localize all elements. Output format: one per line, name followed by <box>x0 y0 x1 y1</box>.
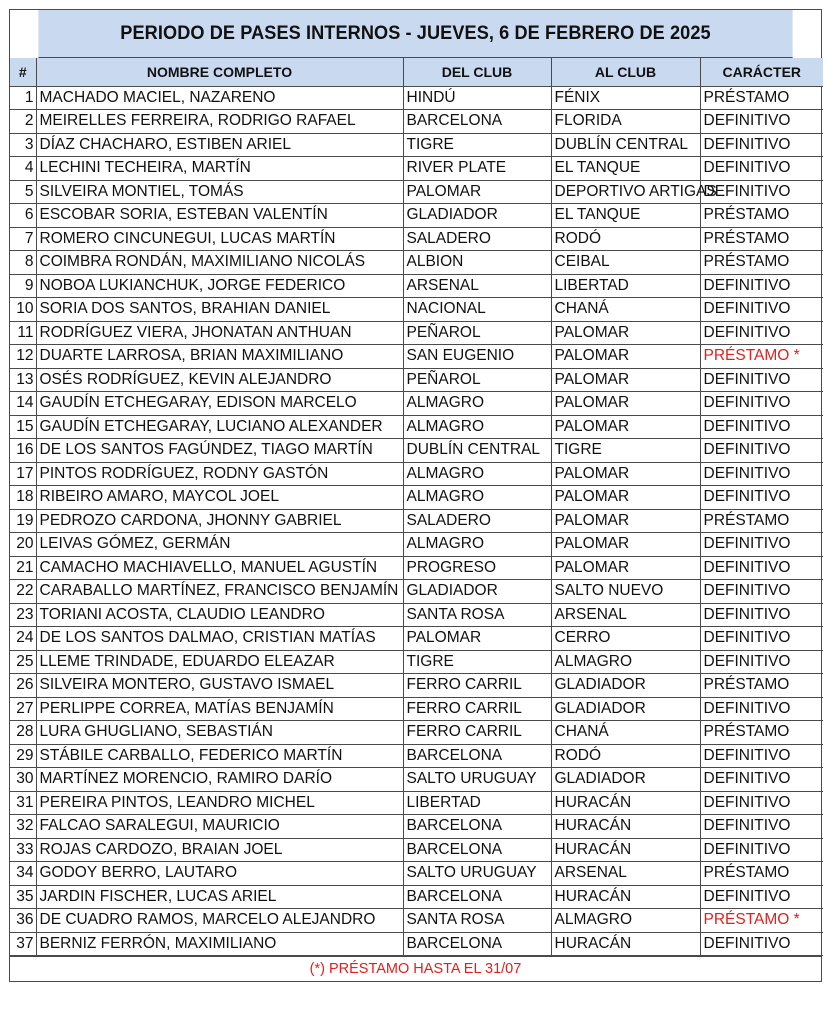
table-row <box>10 321 823 345</box>
table-row <box>10 509 823 533</box>
cell-from-club: ALMAGRO <box>403 415 551 439</box>
footnote: (*) PRÉSTAMO HASTA EL 31/07 <box>10 956 821 981</box>
cell-type: PRÉSTAMO * <box>700 345 823 369</box>
cell-name: LECHINI TECHEIRA, MARTÍN <box>36 157 403 181</box>
cell-name: ROJAS CARDOZO, BRAIAN JOEL <box>36 838 403 862</box>
cell-number: 31 <box>10 791 36 815</box>
cell-type: DEFINITIVO <box>700 838 823 862</box>
table-row <box>10 791 823 815</box>
cell-to-club: ARSENAL <box>551 862 700 886</box>
cell-type: PRÉSTAMO <box>700 509 823 533</box>
cell-type: DEFINITIVO <box>700 110 823 134</box>
cell-to-club: PALOMAR <box>551 533 700 557</box>
cell-type: DEFINITIVO <box>700 321 823 345</box>
table-row <box>10 298 823 322</box>
cell-type: DEFINITIVO <box>700 932 823 956</box>
cell-from-club: SANTA ROSA <box>403 909 551 933</box>
cell-from-club: BARCELONA <box>403 744 551 768</box>
cell-name: GAUDÍN ETCHEGARAY, EDISON MARCELO <box>36 392 403 416</box>
cell-to-club: LIBERTAD <box>551 274 700 298</box>
cell-number: 21 <box>10 556 36 580</box>
table-row <box>10 415 823 439</box>
table-row <box>10 768 823 792</box>
table-row <box>10 862 823 886</box>
cell-type: PRÉSTAMO <box>700 721 823 745</box>
cell-to-club: EL TANQUE <box>551 204 700 228</box>
table-body <box>10 86 823 956</box>
table-row <box>10 932 823 956</box>
cell-to-club: CHANÁ <box>551 298 700 322</box>
cell-type: DEFINITIVO <box>700 744 823 768</box>
table-row <box>10 721 823 745</box>
cell-name: TORIANI ACOSTA, CLAUDIO LEANDRO <box>36 603 403 627</box>
table-row <box>10 204 823 228</box>
table-row <box>10 157 823 181</box>
table-row <box>10 368 823 392</box>
cell-name: ESCOBAR SORIA, ESTEBAN VALENTÍN <box>36 204 403 228</box>
cell-type: DEFINITIVO <box>700 133 823 157</box>
cell-type: DEFINITIVO <box>700 368 823 392</box>
table-row <box>10 86 823 110</box>
cell-type: PRÉSTAMO <box>700 251 823 275</box>
header-type: CARÁCTER <box>700 58 823 86</box>
cell-name: OSÉS RODRÍGUEZ, KEVIN ALEJANDRO <box>36 368 403 392</box>
transfers-table <box>10 58 823 956</box>
cell-from-club: SALADERO <box>403 509 551 533</box>
cell-from-club: SALTO URUGUAY <box>403 862 551 886</box>
cell-name: RODRÍGUEZ VIERA, JHONATAN ANTHUAN <box>36 321 403 345</box>
cell-from-club: TIGRE <box>403 650 551 674</box>
cell-number: 37 <box>10 932 36 956</box>
cell-from-club: BARCELONA <box>403 815 551 839</box>
cell-from-club: FERRO CARRIL <box>403 721 551 745</box>
cell-name: DÍAZ CHACHARO, ESTIBEN ARIEL <box>36 133 403 157</box>
cell-to-club: EL TANQUE <box>551 157 700 181</box>
cell-to-club: CHANÁ <box>551 721 700 745</box>
cell-number: 17 <box>10 462 36 486</box>
cell-type: DEFINITIVO <box>700 697 823 721</box>
cell-number: 34 <box>10 862 36 886</box>
cell-number: 1 <box>10 86 36 110</box>
cell-from-club: SANTA ROSA <box>403 603 551 627</box>
cell-from-club: PALOMAR <box>403 627 551 651</box>
cell-number: 14 <box>10 392 36 416</box>
cell-to-club: GLADIADOR <box>551 697 700 721</box>
cell-name: STÁBILE CARBALLO, FEDERICO MARTÍN <box>36 744 403 768</box>
table-row <box>10 274 823 298</box>
cell-name: DUARTE LARROSA, BRIAN MAXIMILIANO <box>36 345 403 369</box>
cell-type: DEFINITIVO <box>700 180 823 204</box>
header-number: # <box>10 58 36 86</box>
cell-number: 35 <box>10 885 36 909</box>
cell-type: DEFINITIVO <box>700 274 823 298</box>
cell-number: 32 <box>10 815 36 839</box>
cell-name: DE LOS SANTOS FAGÚNDEZ, TIAGO MARTÍN <box>36 439 403 463</box>
cell-number: 30 <box>10 768 36 792</box>
cell-number: 6 <box>10 204 36 228</box>
table-row <box>10 650 823 674</box>
cell-number: 15 <box>10 415 36 439</box>
cell-to-club: PALOMAR <box>551 462 700 486</box>
cell-number: 7 <box>10 227 36 251</box>
cell-from-club: ALMAGRO <box>403 486 551 510</box>
cell-name: CAMACHO MACHIAVELLO, MANUEL AGUSTÍN <box>36 556 403 580</box>
table-row <box>10 580 823 604</box>
table-row <box>10 227 823 251</box>
cell-type: DEFINITIVO <box>700 650 823 674</box>
table-row <box>10 556 823 580</box>
cell-from-club: GLADIADOR <box>403 204 551 228</box>
table-row <box>10 815 823 839</box>
header-name: NOMBRE COMPLETO <box>36 58 403 86</box>
table-row <box>10 110 823 134</box>
table-row <box>10 838 823 862</box>
cell-to-club: GLADIADOR <box>551 674 700 698</box>
cell-name: GAUDÍN ETCHEGARAY, LUCIANO ALEXANDER <box>36 415 403 439</box>
header-to-club: AL CLUB <box>551 58 700 86</box>
cell-from-club: PEÑAROL <box>403 321 551 345</box>
cell-to-club: CERRO <box>551 627 700 651</box>
cell-number: 36 <box>10 909 36 933</box>
cell-type: DEFINITIVO <box>700 885 823 909</box>
cell-type: PRÉSTAMO <box>700 862 823 886</box>
cell-from-club: ALBION <box>403 251 551 275</box>
cell-type: DEFINITIVO <box>700 815 823 839</box>
cell-name: NOBOA LUKIANCHUK, JORGE FEDERICO <box>36 274 403 298</box>
cell-number: 5 <box>10 180 36 204</box>
table-row <box>10 439 823 463</box>
cell-to-club: HURACÁN <box>551 815 700 839</box>
cell-type: DEFINITIVO <box>700 768 823 792</box>
cell-from-club: HINDÚ <box>403 86 551 110</box>
cell-name: SORIA DOS SANTOS, BRAHIAN DANIEL <box>36 298 403 322</box>
cell-from-club: ALMAGRO <box>403 462 551 486</box>
cell-to-club: PALOMAR <box>551 486 700 510</box>
table-row <box>10 486 823 510</box>
cell-number: 27 <box>10 697 36 721</box>
cell-number: 25 <box>10 650 36 674</box>
cell-from-club: BARCELONA <box>403 885 551 909</box>
cell-type: DEFINITIVO <box>700 791 823 815</box>
cell-from-club: ALMAGRO <box>403 392 551 416</box>
table-row <box>10 885 823 909</box>
cell-number: 9 <box>10 274 36 298</box>
cell-to-club: PALOMAR <box>551 368 700 392</box>
cell-type: DEFINITIVO <box>700 580 823 604</box>
cell-number: 2 <box>10 110 36 134</box>
cell-name: PERLIPPE CORREA, MATÍAS BENJAMÍN <box>36 697 403 721</box>
cell-number: 24 <box>10 627 36 651</box>
cell-from-club: LIBERTAD <box>403 791 551 815</box>
table-row <box>10 345 823 369</box>
cell-number: 11 <box>10 321 36 345</box>
cell-type: DEFINITIVO <box>700 627 823 651</box>
cell-to-club: PALOMAR <box>551 392 700 416</box>
cell-type: DEFINITIVO <box>700 298 823 322</box>
cell-name: JARDIN FISCHER, LUCAS ARIEL <box>36 885 403 909</box>
cell-name: BERNIZ FERRÓN, MAXIMILIANO <box>36 932 403 956</box>
cell-number: 23 <box>10 603 36 627</box>
cell-name: MEIRELLES FERREIRA, RODRIGO RAFAEL <box>36 110 403 134</box>
cell-to-club: PALOMAR <box>551 415 700 439</box>
cell-number: 16 <box>10 439 36 463</box>
table-row <box>10 533 823 557</box>
cell-type: PRÉSTAMO <box>700 227 823 251</box>
cell-from-club: PROGRESO <box>403 556 551 580</box>
table-header-row <box>10 58 823 86</box>
cell-type: DEFINITIVO <box>700 439 823 463</box>
cell-name: SILVEIRA MONTERO, GUSTAVO ISMAEL <box>36 674 403 698</box>
cell-to-club: CEIBAL <box>551 251 700 275</box>
cell-type: DEFINITIVO <box>700 486 823 510</box>
cell-type: DEFINITIVO <box>700 556 823 580</box>
cell-to-club: GLADIADOR <box>551 768 700 792</box>
cell-name: RIBEIRO AMARO, MAYCOL JOEL <box>36 486 403 510</box>
table-row <box>10 462 823 486</box>
table-row <box>10 180 823 204</box>
cell-from-club: RIVER PLATE <box>403 157 551 181</box>
cell-to-club: HURACÁN <box>551 885 700 909</box>
cell-number: 4 <box>10 157 36 181</box>
cell-to-club: ARSENAL <box>551 603 700 627</box>
table-row <box>10 251 823 275</box>
cell-number: 20 <box>10 533 36 557</box>
cell-name: SILVEIRA MONTIEL, TOMÁS <box>36 180 403 204</box>
cell-from-club: DUBLÍN CENTRAL <box>403 439 551 463</box>
cell-from-club: PALOMAR <box>403 180 551 204</box>
cell-name: ROMERO CINCUNEGUI, LUCAS MARTÍN <box>36 227 403 251</box>
cell-type: DEFINITIVO <box>700 603 823 627</box>
cell-to-club: FÉNIX <box>551 86 700 110</box>
cell-from-club: FERRO CARRIL <box>403 674 551 698</box>
cell-to-club: PALOMAR <box>551 345 700 369</box>
cell-type: DEFINITIVO <box>700 415 823 439</box>
cell-number: 19 <box>10 509 36 533</box>
table-row <box>10 909 823 933</box>
cell-to-club: TIGRE <box>551 439 700 463</box>
cell-to-club: RODÓ <box>551 744 700 768</box>
cell-from-club: NACIONAL <box>403 298 551 322</box>
cell-type: PRÉSTAMO * <box>700 909 823 933</box>
table-row <box>10 627 823 651</box>
cell-number: 12 <box>10 345 36 369</box>
cell-name: PINTOS RODRÍGUEZ, RODNY GASTÓN <box>36 462 403 486</box>
sheet-title: PERIODO DE PASES INTERNOS - JUEVES, 6 DE FEBRERO DE 2025 <box>38 10 792 58</box>
cell-name: DE CUADRO RAMOS, MARCELO ALEJANDRO <box>36 909 403 933</box>
cell-from-club: ARSENAL <box>403 274 551 298</box>
cell-number: 8 <box>10 251 36 275</box>
table-row <box>10 603 823 627</box>
cell-from-club: GLADIADOR <box>403 580 551 604</box>
table-row <box>10 133 823 157</box>
cell-from-club: BARCELONA <box>403 932 551 956</box>
cell-name: GODOY BERRO, LAUTARO <box>36 862 403 886</box>
cell-to-club: SALTO NUEVO <box>551 580 700 604</box>
cell-from-club: FERRO CARRIL <box>403 697 551 721</box>
cell-name: PEDROZO CARDONA, JHONNY GABRIEL <box>36 509 403 533</box>
cell-to-club: RODÓ <box>551 227 700 251</box>
cell-to-club: PALOMAR <box>551 509 700 533</box>
cell-number: 28 <box>10 721 36 745</box>
cell-number: 29 <box>10 744 36 768</box>
header-from-club: DEL CLUB <box>403 58 551 86</box>
cell-to-club: PALOMAR <box>551 321 700 345</box>
cell-name: LLEME TRINDADE, EDUARDO ELEAZAR <box>36 650 403 674</box>
cell-to-club: DUBLÍN CENTRAL <box>551 133 700 157</box>
cell-type: PRÉSTAMO <box>700 674 823 698</box>
cell-name: MARTÍNEZ MORENCIO, RAMIRO DARÍO <box>36 768 403 792</box>
cell-name: LURA GHUGLIANO, SEBASTIÁN <box>36 721 403 745</box>
cell-name: PEREIRA PINTOS, LEANDRO MICHEL <box>36 791 403 815</box>
cell-number: 18 <box>10 486 36 510</box>
cell-number: 10 <box>10 298 36 322</box>
cell-type: DEFINITIVO <box>700 392 823 416</box>
table-row <box>10 744 823 768</box>
cell-to-club: ALMAGRO <box>551 909 700 933</box>
cell-from-club: BARCELONA <box>403 838 551 862</box>
cell-name: DE LOS SANTOS DALMAO, CRISTIAN MATÍAS <box>36 627 403 651</box>
cell-name: LEIVAS GÓMEZ, GERMÁN <box>36 533 403 557</box>
cell-to-club: DEPORTIVO ARTIGAS <box>551 180 700 204</box>
table-row <box>10 392 823 416</box>
table-row <box>10 697 823 721</box>
cell-to-club: HURACÁN <box>551 838 700 862</box>
cell-to-club: HURACÁN <box>551 932 700 956</box>
cell-type: PRÉSTAMO <box>700 204 823 228</box>
cell-from-club: SAN EUGENIO <box>403 345 551 369</box>
cell-to-club: ALMAGRO <box>551 650 700 674</box>
cell-number: 3 <box>10 133 36 157</box>
cell-number: 33 <box>10 838 36 862</box>
table-row <box>10 674 823 698</box>
cell-to-club: HURACÁN <box>551 791 700 815</box>
cell-name: COIMBRA RONDÁN, MAXIMILIANO NICOLÁS <box>36 251 403 275</box>
cell-from-club: SALTO URUGUAY <box>403 768 551 792</box>
cell-type: DEFINITIVO <box>700 533 823 557</box>
cell-type: DEFINITIVO <box>700 157 823 181</box>
cell-to-club: PALOMAR <box>551 556 700 580</box>
cell-number: 26 <box>10 674 36 698</box>
cell-from-club: ALMAGRO <box>403 533 551 557</box>
cell-type: DEFINITIVO <box>700 462 823 486</box>
cell-from-club: BARCELONA <box>403 110 551 134</box>
transfer-sheet <box>9 9 822 982</box>
cell-name: FALCAO SARALEGUI, MAURICIO <box>36 815 403 839</box>
cell-from-club: SALADERO <box>403 227 551 251</box>
cell-type: PRÉSTAMO <box>700 86 823 110</box>
cell-name: MACHADO MACIEL, NAZARENO <box>36 86 403 110</box>
cell-name: CARABALLO MARTÍNEZ, FRANCISCO BENJAMÍN <box>36 580 403 604</box>
cell-number: 13 <box>10 368 36 392</box>
cell-from-club: PEÑAROL <box>403 368 551 392</box>
cell-to-club: FLORIDA <box>551 110 700 134</box>
cell-number: 22 <box>10 580 36 604</box>
cell-from-club: TIGRE <box>403 133 551 157</box>
